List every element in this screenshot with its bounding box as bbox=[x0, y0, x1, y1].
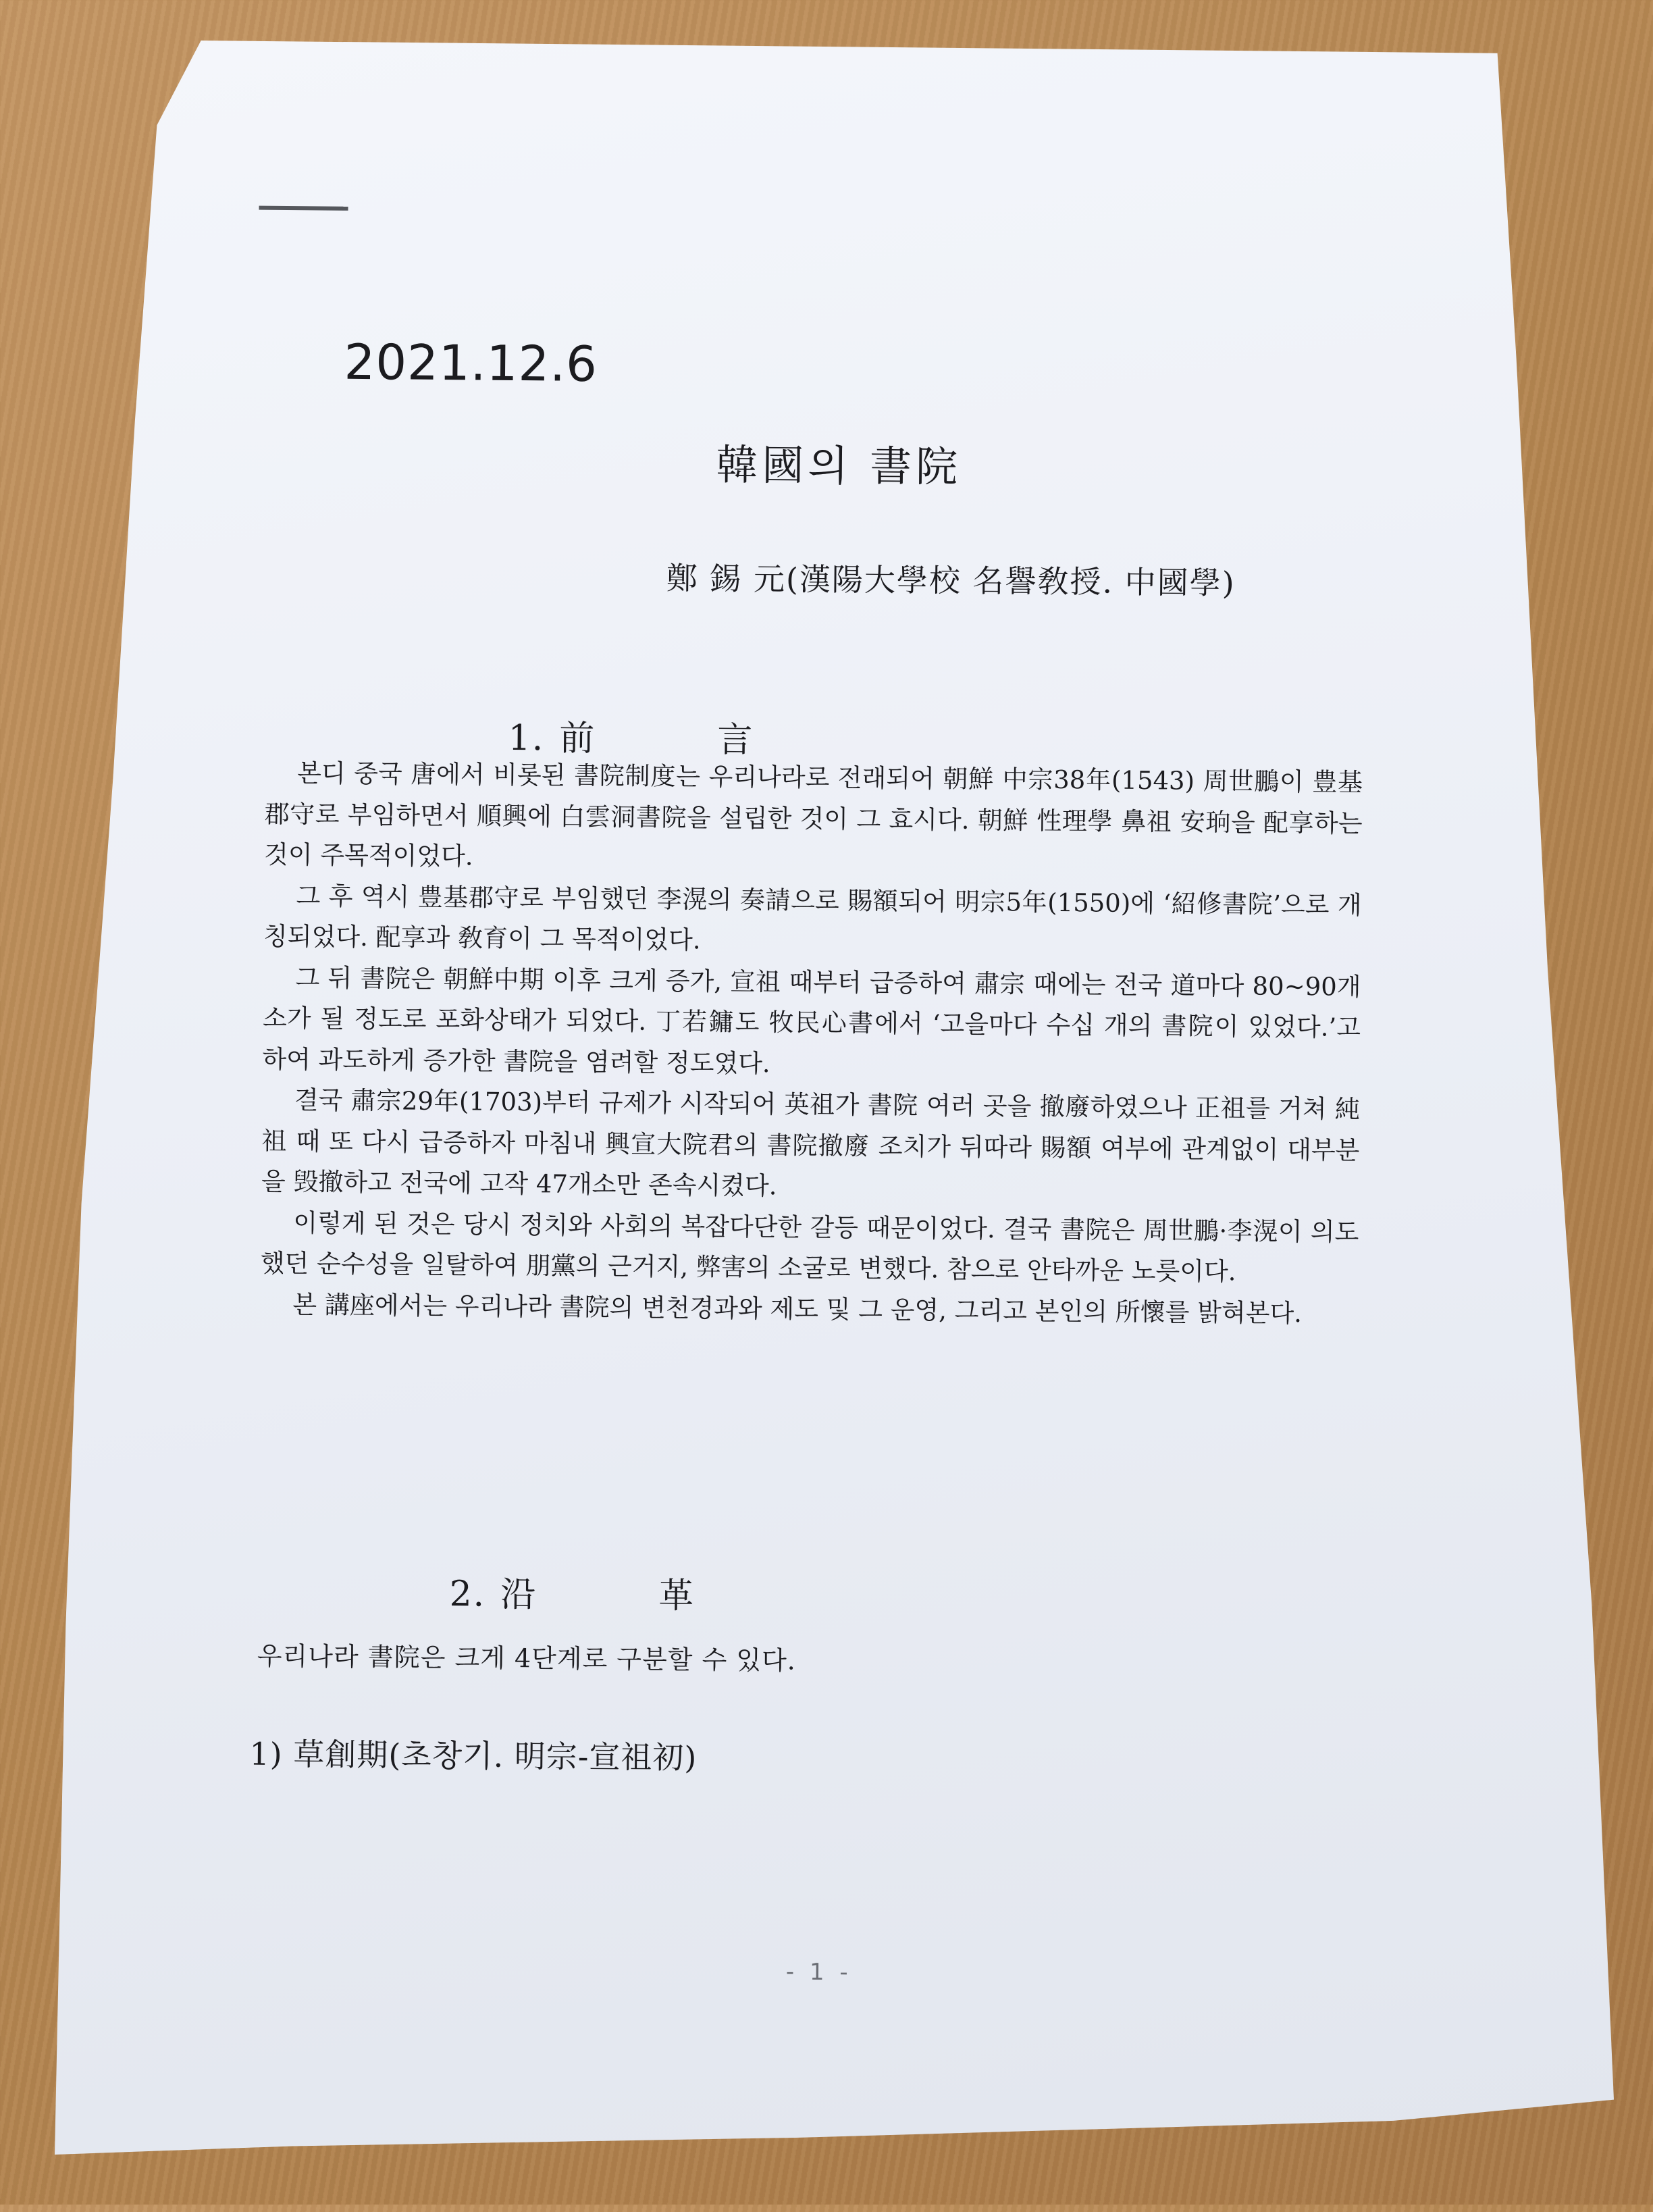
section-1-heading bbox=[508, 709, 754, 762]
section-1-char-2: 言 bbox=[717, 719, 754, 761]
section-2-lead: 우리나라 書院은 크게 4단계로 구분할 수 있다. bbox=[257, 1641, 797, 1676]
section-1-body bbox=[260, 753, 1363, 1335]
section-2-char-1: 沿 bbox=[500, 1574, 537, 1616]
document-date: 2021.12.6 bbox=[344, 333, 598, 392]
section-2-heading bbox=[449, 1565, 695, 1618]
pen-mark-line bbox=[259, 206, 348, 211]
paragraph: 그 후 역시 豊基郡守로 부임했던 李滉의 奏請으로 賜額되어 明宗5年(1550)에 ‘紹修書院’으로 개칭되었다. 配享과 敎育이 그 목적이었다. bbox=[263, 881, 1362, 955]
document-title: 韓國의 書院 bbox=[716, 440, 962, 492]
section-2-number: 2. bbox=[449, 1574, 486, 1615]
section-1-number: 1. bbox=[508, 717, 545, 759]
paragraph: 본 講座에서는 우리나라 書院의 변천경과와 제도 및 그 운영, 그리고 본인의 所懷를 밝혀본다. bbox=[292, 1289, 1303, 1328]
author-line: 鄭 錫 元(漢陽大學校 名譽敎授. 中國學) bbox=[666, 559, 1236, 602]
section-2-char-2: 革 bbox=[658, 1575, 696, 1617]
section-2-subheading: 1) 草創期(초창기. 明宗-宣祖初) bbox=[249, 1735, 698, 1776]
paragraph: 그 뒤 書院은 朝鮮中期 이후 크게 증가, 宣祖 때부터 급증하여 肅宗 때에는 전국 道마다 80~90개소가 될 정도로 포화상태가 되었다. 丁若鏞도 牧民心書에서 ‘고을마다 수십 개의 書院이 있었다.’고 하여 과도하게 증가한 書院을 염려할 정도였다. bbox=[262, 962, 1361, 1078]
paragraph: 이렇게 된 것은 당시 정치와 사회의 복잡다단한 갈등 때문이었다. 결국 書院은 周世鵬·李滉이 의도했던 순수성을 일탈하여 朋黨의 근거지, 弊害의 소굴로 변했다. 참으로 안타까운 노릇이다. bbox=[260, 1208, 1359, 1287]
paragraph: 본디 중국 唐에서 비롯된 書院制度는 우리나라로 전래되어 朝鮮 中宗38年(1543) 周世鵬이 豊基郡守로 부임하면서 順興에 白雲洞書院을 설립한 것이 그 효시다. 朝鮮 性理學 鼻祖 安珦을 配享하는 것이 주목적이었다. bbox=[263, 758, 1363, 871]
paragraph: 결국 肅宗29年(1703)부터 규제가 시작되어 英祖가 書院 여러 곳을 撤廢하였으나 正祖를 거쳐 純祖 때 또 다시 급증하자 마침내 興宣大院君의 書院撤廢 조치가 뒤따라 賜額 여부에 관계없이 대부분을 毁撤하고 전국에 고작 47개소만 존속시켰다. bbox=[261, 1085, 1361, 1201]
page-number: - 1 - bbox=[785, 1958, 852, 1986]
section-1-char-1: 前 bbox=[559, 718, 596, 759]
